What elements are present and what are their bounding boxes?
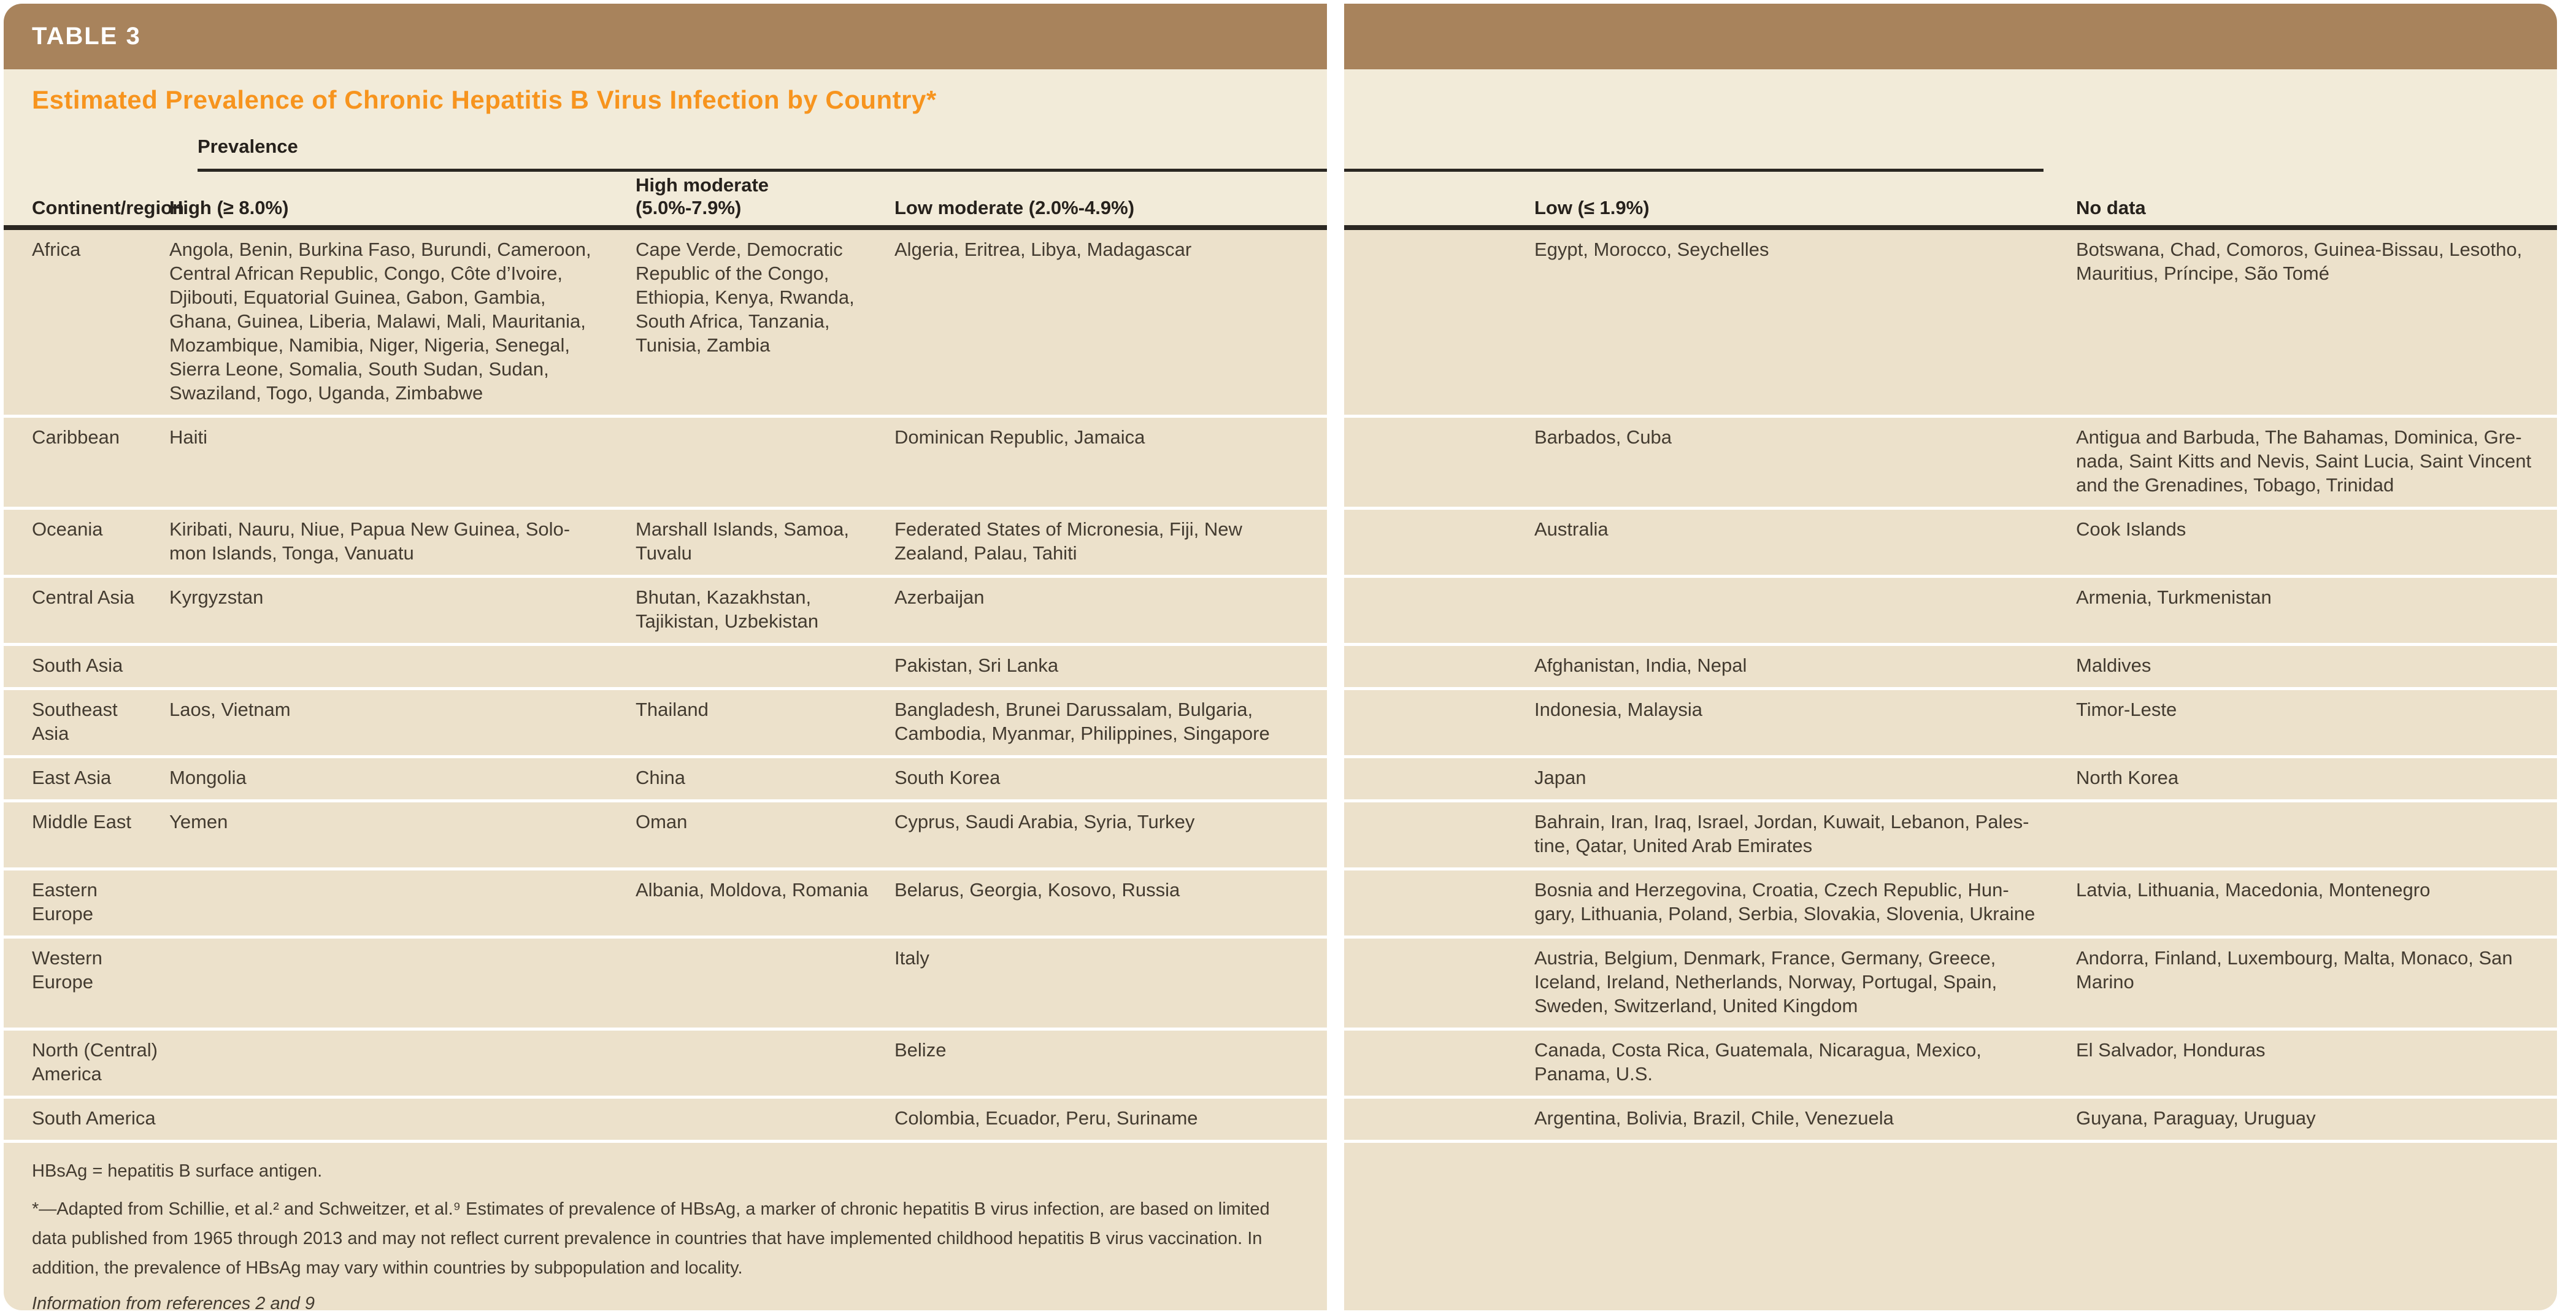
row-region-label: Central Asia: [32, 586, 135, 608]
row-region-label: Caribbean: [32, 426, 120, 448]
row-region-label: Western Europe: [32, 947, 102, 993]
cell-high-moderate: [636, 946, 894, 1018]
cell-no-data: Botswana, Chad, Comoros, Guinea-Bissau, Lesotho, Mauritius, Príncipe, São Tomé: [2076, 239, 2523, 284]
column-header-no-data: No data: [2076, 197, 2146, 218]
cell-low: Barbados, Cuba: [1534, 426, 1672, 448]
cell-low-moderate: Cyprus, Saudi Arabia, Syria, Turkey: [894, 811, 1195, 832]
cell-high: Yemen: [169, 811, 228, 832]
cell-high: Laos, Vietnam: [169, 699, 291, 720]
cell-no-data: [2076, 810, 2557, 858]
cell-high-moderate: Albania, Moldova, Romania: [636, 879, 869, 901]
cell-low-moderate: Azerbaijan: [894, 586, 985, 608]
cell-high: Angola, Benin, Burkina Faso, Burundi, Cameroon, Central African Republic, Congo, Côte d’Ivoire, Djibouti, Equatorial Guinea, Gabon, Gambia, Ghana, Guinea, Liberia, Malawi, Mali, Mauritania, Mozambique, Namibia, Niger, Nigeria, Senegal, Sierra Leone, Somalia, South Sudan, Sudan, Swaziland, Togo, Uganda, Zimbabwe: [169, 239, 591, 404]
column-header-low-moderate: Low moderate (2.0%-4.9%): [894, 197, 1135, 218]
cell-low: Bahrain, Iran, Iraq, Israel, Jordan, Kuwait, Lebanon, Palestine, Qatar, United Arab Emirates: [1534, 811, 2029, 856]
column-header-row: [4, 174, 2557, 219]
row-region-label: South Asia: [32, 655, 123, 676]
cell-low: Japan: [1534, 767, 1586, 788]
cell-no-data: Timor-Leste: [2076, 699, 2177, 720]
cell-low-moderate: Federated States of Micronesia, Fiji, New Zealand, Palau, Tahiti: [894, 518, 1242, 564]
prevalence-group-label: Prevalence: [198, 136, 298, 157]
abbreviation-note: HBsAg = hepatitis B surface antigen.: [32, 1161, 323, 1181]
cell-no-data: Latvia, Lithuania, Macedonia, Montenegro: [2076, 879, 2431, 901]
row-region-label: Africa: [32, 239, 81, 260]
cell-high-moderate: [636, 1038, 894, 1086]
table-row: [4, 799, 2557, 867]
cell-no-data: Guyana, Paraguay, Uruguay: [2076, 1107, 2316, 1129]
cell-low-moderate: Colombia, Ecuador, Peru, Suriname: [894, 1107, 1198, 1129]
cell-low-moderate: Bangladesh, Brunei Darussalam, Bulgaria, Cambodia, Myanmar, Philippines, Singapore: [894, 699, 1270, 744]
table-row: [4, 687, 2557, 755]
cell-no-data: North Korea: [2076, 767, 2179, 788]
cell-high-moderate: China: [636, 767, 685, 788]
cell-low-moderate: Belarus, Georgia, Kosovo, Russia: [894, 879, 1180, 901]
cell-low: Indonesia, Malaysia: [1534, 699, 1702, 720]
cell-high-moderate: [636, 1106, 894, 1130]
row-region-label: Middle East: [32, 811, 131, 832]
cell-low-moderate: Belize: [894, 1039, 947, 1061]
cell-low-moderate: Italy: [894, 947, 929, 969]
cell-low: Australia: [1534, 518, 1609, 540]
column-header-low: Low (≤ 1.9%): [1534, 197, 1650, 218]
table-row: [4, 936, 2557, 1028]
prevalence-rule-left: [198, 169, 1327, 172]
cell-low: Egypt, Morocco, Seychelles: [1534, 239, 1769, 260]
row-region-label: Eastern Europe: [32, 879, 98, 924]
cell-high-moderate: Bhutan, Kazakhstan, Tajikistan, Uzbekistan: [636, 586, 819, 632]
column-header-zone: [4, 133, 2557, 230]
table-row: [4, 230, 2557, 415]
cell-no-data: Antigua and Barbuda, The Bahamas, Dominica, Grenada, Saint Kitts and Nevis, Saint Lucia, Saint Vincent and the Grenadines, Tobago, Trinidad: [2076, 426, 2532, 496]
row-region-label: East Asia: [32, 767, 112, 788]
cell-no-data: Armenia, Turkmenistan: [2076, 586, 2272, 608]
cell-low: Austria, Belgium, Denmark, France, Germany, Greece, Iceland, Ireland, Netherlands, Norway, Portugal, Spain, Sweden, Switzerland, United Kingdom: [1534, 947, 1997, 1016]
row-region-label: North (Central) America: [32, 1039, 158, 1085]
asterisk-note: *—Adapted from Schillie, et al.² and Schweitzer, et al.⁹ Estimates of prevalence of HBsAg, a marker of chronic hepatitis B virus infection, are based on limited data published from 1965 through 2013 and may not reflect current prevalence in countries that have implemented childhood hepatitis B virus vaccination. In addition, the prevalence of HBsAg may vary within countries by subpopulation and locality.: [32, 1199, 1270, 1278]
cell-high-moderate: [636, 653, 894, 677]
cell-high: [169, 1038, 636, 1086]
cell-high-moderate: [636, 425, 894, 497]
cell-low-moderate: Pakistan, Sri Lanka: [894, 655, 1059, 676]
table-header-bar: [4, 4, 2557, 69]
table-title: Estimated Prevalence of Chronic Hepatitis B Virus Infection by Country*: [32, 85, 937, 114]
table-row: [4, 415, 2557, 507]
page-column-gutter: [1327, 4, 1344, 1310]
cell-high-moderate: Cape Verde, Democratic Republic of the Congo, Ethiopia, Kenya, Rwanda, South Africa, Tanzania, Tunisia, Zambia: [636, 239, 855, 356]
prevalence-rule-right: [1344, 169, 2043, 172]
cell-high: Kiribati, Nauru, Niue, Papua New Guinea, Solomon Islands, Tonga, Vanuatu: [169, 518, 571, 564]
cell-low-moderate: Algeria, Eritrea, Libya, Madagascar: [894, 239, 1192, 260]
column-header-high: High (≥ 8.0%): [169, 197, 289, 218]
table-row: [4, 643, 2557, 687]
cell-low: Afghanistan, India, Nepal: [1534, 655, 1747, 676]
cell-no-data: Andorra, Finland, Luxembourg, Malta, Monaco, San Marino: [2076, 947, 2513, 993]
cell-low: Bosnia and Herzegovina, Croatia, Czech Republic, Hungary, Lithuania, Poland, Serbia, Slovakia, Slovenia, Ukraine: [1534, 879, 2036, 924]
cell-low-moderate: South Korea: [894, 767, 1001, 788]
cell-low: Argentina, Bolivia, Brazil, Chile, Venezuela: [1534, 1107, 1894, 1129]
cell-no-data: Maldives: [2076, 655, 2151, 676]
cell-high: Kyrgyzstan: [169, 586, 264, 608]
cell-low-moderate: Dominican Republic, Jamaica: [894, 426, 1145, 448]
cell-high-moderate: Oman: [636, 811, 688, 832]
cell-high: [169, 653, 636, 677]
table-card: [4, 4, 2557, 1310]
row-region-label: Oceania: [32, 518, 103, 540]
cell-high: [169, 878, 636, 926]
cell-low: Canada, Costa Rica, Guatemala, Nicaragua, Mexico, Panama, U.S.: [1534, 1039, 1982, 1085]
source-note: Information from references 2 and 9: [32, 1294, 315, 1310]
row-region-label: Southeast Asia: [32, 699, 118, 744]
cell-no-data: Cook Islands: [2076, 518, 2186, 540]
cell-high: [169, 946, 636, 1018]
cell-low: [1344, 585, 2076, 633]
cell-high-moderate: Marshall Islands, Samoa, Tuvalu: [636, 518, 850, 564]
cell-high: Haiti: [169, 426, 208, 448]
column-header-high-moderate: High moderate (5.0%-7.9%): [636, 174, 769, 218]
cell-high-moderate: Thailand: [636, 699, 709, 720]
title-row: [4, 69, 2557, 133]
table-row: [4, 575, 2557, 643]
column-header-continent-region: Continent/region: [32, 197, 184, 218]
table-row: [4, 1028, 2557, 1096]
table-row: [4, 755, 2557, 799]
table-upper-band: [4, 69, 2557, 230]
cell-high: Mongolia: [169, 767, 247, 788]
table-body: [4, 230, 2557, 1143]
table-row: [4, 507, 2557, 575]
cell-high: [169, 1106, 636, 1130]
footnotes-block: [4, 1143, 2557, 1310]
table-row: [4, 867, 2557, 936]
row-region-label: South America: [32, 1107, 156, 1129]
cell-no-data: El Salvador, Honduras: [2076, 1039, 2266, 1061]
table-row: [4, 1096, 2557, 1143]
table-label: TABLE 3: [32, 23, 141, 50]
